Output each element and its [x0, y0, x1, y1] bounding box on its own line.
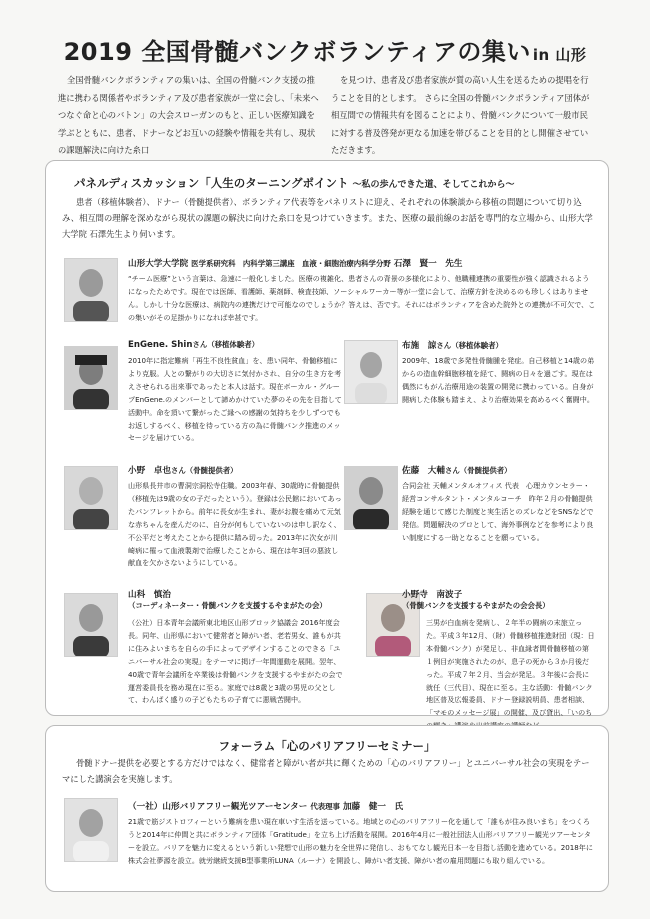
panelist-name-shin: EnGene. Shinさん（移植体験者）	[128, 340, 259, 350]
forum-title: フォーラム「心のバリアフリーセミナー」	[218, 739, 436, 753]
forum-intro: 骨髄ドナー提供を必要とする方だけではなく、健常者と障がい者が共に輝くための「心のバリアフリー」とユニバーサル社会の実現をテーマにした講演会を実施します。	[62, 758, 590, 784]
panelist-bio-ono: 山形県長井市の曹洞宗洞松寺住職。2003年春、30歳時に骨髄提供（移植先は9歳の女の子だったという）。登録は公民館においてあったパンフレットから。前年に長女が生まれ、妻がお腹を痛めて元気な赤ちゃんを産んだのに、自分が何もしていないのは申し訳なく、不公平だと考えたことから提供に踏み切った。2013年に次女が川崎病に罹って血液製剤で治療したことから、現在は年3回の悪波し献血を欠かさないようにしている。	[128, 481, 342, 568]
panelist-photo-shin	[64, 346, 118, 410]
panelist-bio-shin: 2010年に指定難病「再生不良性貧血」を、患い同年、骨髄移植により克服。人との繋がりの大切さに気付かされ、自分の生き方を考えさせられる出来事であったと本人は話す。現在ボーカル・グループEnGene.のメンバーとして諦めかけていた夢のその先を目指して活動中。命を頂いて繋がったご縁への感謝の気持ちを少しずつでもお返しするべく、移植を待っている方の為に骨髄バンク推進のメッセージを届けている。	[128, 356, 342, 443]
panelist-bio-onodera: 三男が白血病を発病し、２年半の闘病の末旅立った。平成３年12月、（財）骨髄移植推進財団（現：日本骨髄バンク）が発足し、非血縁者間骨髄移植の第１例目が実施されたのが、息子の死から３か月後だった。平成７年２月、当会が発足。３年後に会長に就任（三代目）、現在に至る。主な活動：骨髄バンク地区普及広報委員、ドナー登録説明員、患者相談、「マモのメッセージ展」の開催、及び貸出、「いのち	[426, 618, 595, 718]
panel-intro: 患者（移植体験者）、ドナー（骨髄提供者）、ボランティア代表等をパネリストに迎え、それぞれの体験談から移植の問題について切り込み、相互間の理解を深めながら現状の課題の解決に向けた糸口を見つけていきます。また、医療の最前線のお話を専門的な立場から、山形大学大学院 石澤先生より伺います。	[62, 197, 593, 239]
panelist-name-onodera: 小野寺 南波子 （骨髄バンクを支援するやまがたの会会長）	[402, 590, 550, 610]
panel-section	[45, 160, 609, 716]
panelist-bio-fuse: 2009年、18歳で多発性骨髄腫を発症。自己移植と14歳の弟からの造血幹細胞移植を経て、闘病の日々を過ごす。現在は偶然にもがん治療用途の装置の開発に携わっている。自身が闘病した体験も踏まえ、より治療効果を高めるべく奮闘中。	[402, 356, 595, 404]
panel-title: パネルディスカッション「人生のターニングポイント ～私の歩んできた道、そしてこれから～	[74, 176, 515, 190]
panelist-photo-ono	[64, 466, 118, 530]
title-location: in 山形	[532, 46, 587, 64]
panelist-photo-ishizawa	[64, 258, 118, 322]
panelist-name-ishizawa: 山形大学大学院 医学系研究科 内科学第三講座 血液・細胞治療内科学分野 石澤 賢一 先生	[128, 259, 463, 269]
panelist-photo-yamashina	[64, 593, 118, 657]
speaker-bio-kato: 21歳で筋ジストロフィーという難病を患い現在車いす生活を送っている。地域との心のバリアフリー化を通して「誰もが住み良いまち」をつくろうと2014年に仲間と共にボランティア団体「Gratitude」を立ち上げ活動を展開。2016年4月に一般社団法人山形バリアフリー観光ツアーセンターを設立。バリアを魅力に変えるという新しい発想で山形の魅力を全世界に発信し、おもてなし観光日本一を目指し活動を進めている。2018年に株式会社夢源を設立。就労継続支援B型事業所LUNA（ルーナ）を開設し、障がい者支援、障がい者の雇用問題にも取り組んでいる。	[128, 817, 593, 865]
panel-subtitle: ～私の歩んできた道、そしてこれから～	[352, 180, 515, 190]
speaker-name-kato: （一社）山形バリアフリー観光ツアーセンター 代表理事 加藤 健一 氏	[128, 802, 404, 812]
intro-text	[58, 72, 593, 160]
panelist-bio-yamashina: （公社）日本青年会議所東北地区山形ブロック協議会 2016年度会長。同年、山形県において健常者と障がい者、老若男女、誰もが共に住みよいまちを自らの手によってデザインすることのできる「ユニバーサル社会の実現」をテーマに掲げ一年間運動を展開。翌年、40歳で青年会議所を卒業後は骨髄バンクを支援するやまがたの会で運営委員長を務め現在に至る。家庭では8歳と3歳の男児の父として、わんぱく盛りの子どもたちの子育てに悪戦苦闘中。	[128, 618, 343, 705]
intro-col-1: 全国骨髄バンクボランティアの集いは、全国の骨髄バンク支援の推進に携わる関係者やボランティア及び患者家族が一堂に会し、「未来へつなぐ命と心のバトン」の大会スローガンのもと、正しい医療知識を学ぶとともに、患者、ドナーなどお互いの経験や情報を共有し、現状の課題解決に向けた糸口	[58, 75, 319, 156]
panelist-bio-ishizawa: “チーム医療”という言葉は、急速に一般化しました。医療の複雑化、患者さんの背景の多様化により、他職種連携の重要性が強く認識されるようになったためです。現在では医師、看護師、薬剤師、検査技師、ソーシャルワーカー等が一堂に会して、治療方針を決めるのも珍しくはありません。しかし十分な医療は、病院内の連携だけで可能なのでしょうか？答えは、否です。それにはボランティアを含めた院外との連携が不可欠で、この集いがその足掛かりになれば幸甚です。	[128, 274, 596, 322]
panelist-name-yamashina: 山科 慎治 （コーディネーター・骨髄バンクを支援するやまがたの会）	[128, 590, 327, 610]
panelist-photo-fuse	[344, 340, 398, 404]
forum-section	[45, 725, 609, 892]
panelist-name-ono: 小野 卓也さん（骨髄提供者）	[128, 466, 238, 476]
page-title: 2019 全国骨髄バンクボランティアの集い in 山形	[63, 38, 587, 66]
panelist-name-sato: 佐藤 大輔さん（骨髄提供者）	[402, 466, 512, 476]
panelist-name-fuse: 布施 諒さん（移植体験者）	[402, 341, 503, 351]
panelist-bio-sato: 合同会社 天輔メンタルオフィス 代表 心理カウンセラー・経営コンサルタント・メンタルコーチ 昨年２月の骨髄提供経験を通じて感じた制度と実生活とのズレなどをSNSなどで発信。問題解決のプロとして、海外事例などを参考により良い制度にする一助となることを願っている。	[402, 481, 594, 542]
intro-col-2: を見つけ、患者及び患者家族が質の高い人生を送るための提唱を行うことを目的とします。 さらに全国の骨髄バンクボランティア団体が相互間での情報共有を図ることにより、骨髄バンクについて一般市民に対する普及啓発が更なる加速を帯びることを目的とし開催させていただきます。	[331, 75, 590, 156]
speaker-photo-kato	[64, 798, 118, 862]
panelist-photo-sato	[344, 466, 398, 530]
